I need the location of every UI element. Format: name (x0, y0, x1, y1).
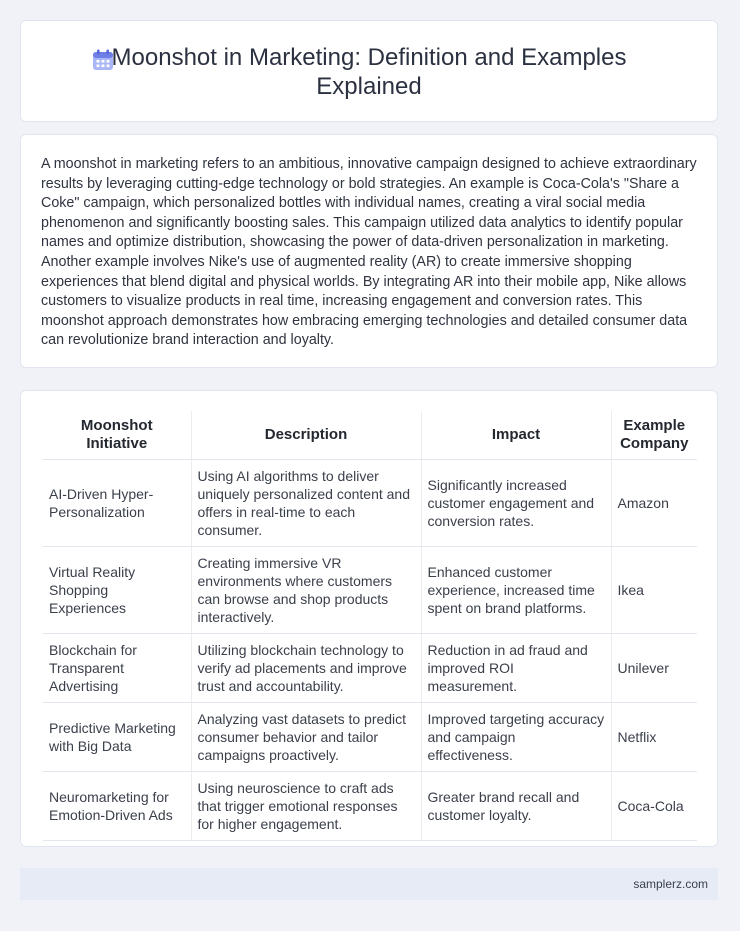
header-impact: Impact (421, 411, 611, 460)
header-initiative: Moonshot Initiative (43, 411, 191, 460)
table-row (43, 460, 697, 547)
table-row (43, 547, 697, 634)
footer-bar (20, 868, 718, 900)
table-row (43, 634, 697, 703)
cell-company: Ikea (611, 547, 697, 634)
header-description: Description (191, 411, 421, 460)
cell-company: Coca-Cola (611, 772, 697, 841)
cell-impact: Enhanced customer experience, increased time spent on brand platforms. (421, 547, 611, 634)
cell-description: Analyzing vast datasets to predict consumer behavior and tailor campaigns proactively. (191, 703, 421, 772)
cell-initiative: Predictive Marketing with Big Data (43, 703, 191, 772)
cell-description: Creating immersive VR environments where customers can browse and shop products interactively. (191, 547, 421, 634)
header-company: Example Company (611, 411, 697, 460)
cell-description: Utilizing blockchain technology to verify ad placements and improve trust and accountability. (191, 634, 421, 703)
intro-card (20, 134, 718, 368)
cell-impact: Greater brand recall and customer loyalty. (421, 772, 611, 841)
table-card (20, 390, 718, 847)
cell-impact: Reduction in ad fraud and improved ROI measurement. (421, 634, 611, 703)
table-row (43, 703, 697, 772)
cell-impact: Improved targeting accuracy and campaign effectiveness. (421, 703, 611, 772)
cell-initiative: Neuromarketing for Emotion-Driven Ads (43, 772, 191, 841)
cell-description: Using neuroscience to craft ads that trigger emotional responses for higher engagement. (191, 772, 421, 841)
table-header-row (43, 411, 697, 460)
cell-initiative: Virtual Reality Shopping Experiences (43, 547, 191, 634)
title-card (20, 20, 718, 122)
cell-initiative: Blockchain for Transparent Advertising (43, 634, 191, 703)
cell-company: Netflix (611, 703, 697, 772)
intro-paragraph: A moonshot in marketing refers to an ambitious, innovative campaign designed to achieve extraordinary results by leveraging cutting-edge technology or bold strategies. An example is Coca-Cola's "Share a Coke" campaign, which personalized bottles with individual names, creating a viral social media phenomenon and significantly boosting sales. This campaign utilized data analytics to identify popular names and optimize distribution, showcasing the power of data-driven personalization in marketing. Another example involves Nike's use of augmented reality (AR) to create immersive shopping experiences that blend digital and physical worlds. By integrating AR into their mobile app, Nike allows customers to visualize products in real time, increasing engagement and conversion rates. This moonshot approach demonstrates how embracing emerging technologies and detailed consumer data can revolutionize brand interaction and loyalty. (41, 156, 697, 349)
footer-site-link[interactable]: samplerz.com (633, 877, 708, 891)
cell-description: Using AI algorithms to deliver uniquely personalized content and offers in real-time to each consumer. (191, 460, 421, 547)
cell-company: Amazon (611, 460, 697, 547)
page-title: Moonshot in Marketing: Definition and Examples Explained (111, 44, 627, 100)
cell-initiative: AI-Driven Hyper-Personalization (43, 460, 191, 547)
cell-impact: Significantly increased customer engagement and conversion rates. (421, 460, 611, 547)
moonshot-table (43, 411, 697, 841)
cell-company: Unilever (611, 634, 697, 703)
table-row (43, 772, 697, 841)
